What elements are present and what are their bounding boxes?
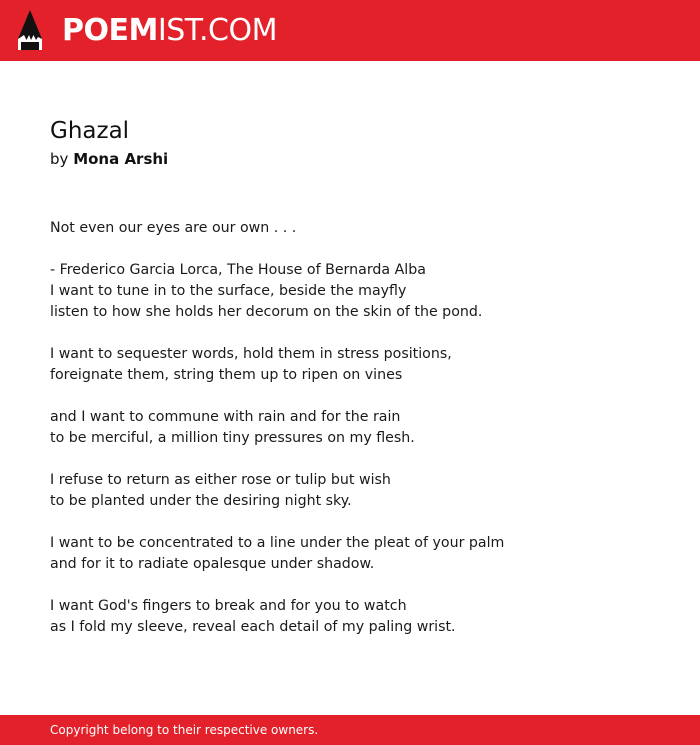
poem-line: I want to tune in to the surface, beside the mayfly <box>50 283 407 299</box>
stanza-break <box>50 323 650 344</box>
poem-author[interactable]: Mona Arshi <box>73 150 169 168</box>
byline-label: by <box>50 150 69 168</box>
stanza-break <box>50 512 650 533</box>
logo-brand-light: IST.COM <box>157 13 277 48</box>
poem-line: and I want to commune with rain and for the rain <box>50 409 401 425</box>
poem-line: and for it to radiate opalesque under shadow. <box>50 556 375 572</box>
site-footer <box>0 715 700 745</box>
poem-line: Not even our eyes are our own . . . <box>50 220 297 236</box>
stanza-break <box>50 575 650 596</box>
poem-line: as I fold my sleeve, reveal each detail of my paling wrist. <box>50 619 456 635</box>
poem-line: I want to sequester words, hold them in stress positions, <box>50 346 452 362</box>
poem-line: to be merciful, a million tiny pressures on my flesh. <box>50 430 415 446</box>
poem-line: I want God's fingers to break and for you to watch <box>50 598 407 614</box>
poem-line: to be planted under the desiring night sky. <box>50 493 352 509</box>
stanza-break <box>50 449 650 470</box>
site-logo[interactable] <box>62 13 277 49</box>
stanza-break <box>50 386 650 407</box>
poem-body <box>50 218 650 638</box>
poem-line: I refuse to return as either rose or tulip but wish <box>50 472 391 488</box>
logo-brand-bold: POEM <box>62 13 158 48</box>
poem-byline <box>50 148 168 170</box>
poem-line: - Frederico Garcia Lorca, The House of Bernarda Alba <box>50 262 426 278</box>
stanza-break <box>50 239 650 260</box>
poem-line: listen to how she holds her decorum on the skin of the pond. <box>50 304 483 320</box>
copyright-text: Copyright belong to their respective owners. <box>50 723 319 737</box>
poem-line: I want to be concentrated to a line under the pleat of your palm <box>50 535 505 551</box>
pencil-tip-icon[interactable] <box>17 9 43 51</box>
site-header <box>0 0 700 61</box>
poem-line: foreignate them, string them up to ripen on vines <box>50 367 403 383</box>
poem-title: Ghazal <box>50 118 130 144</box>
